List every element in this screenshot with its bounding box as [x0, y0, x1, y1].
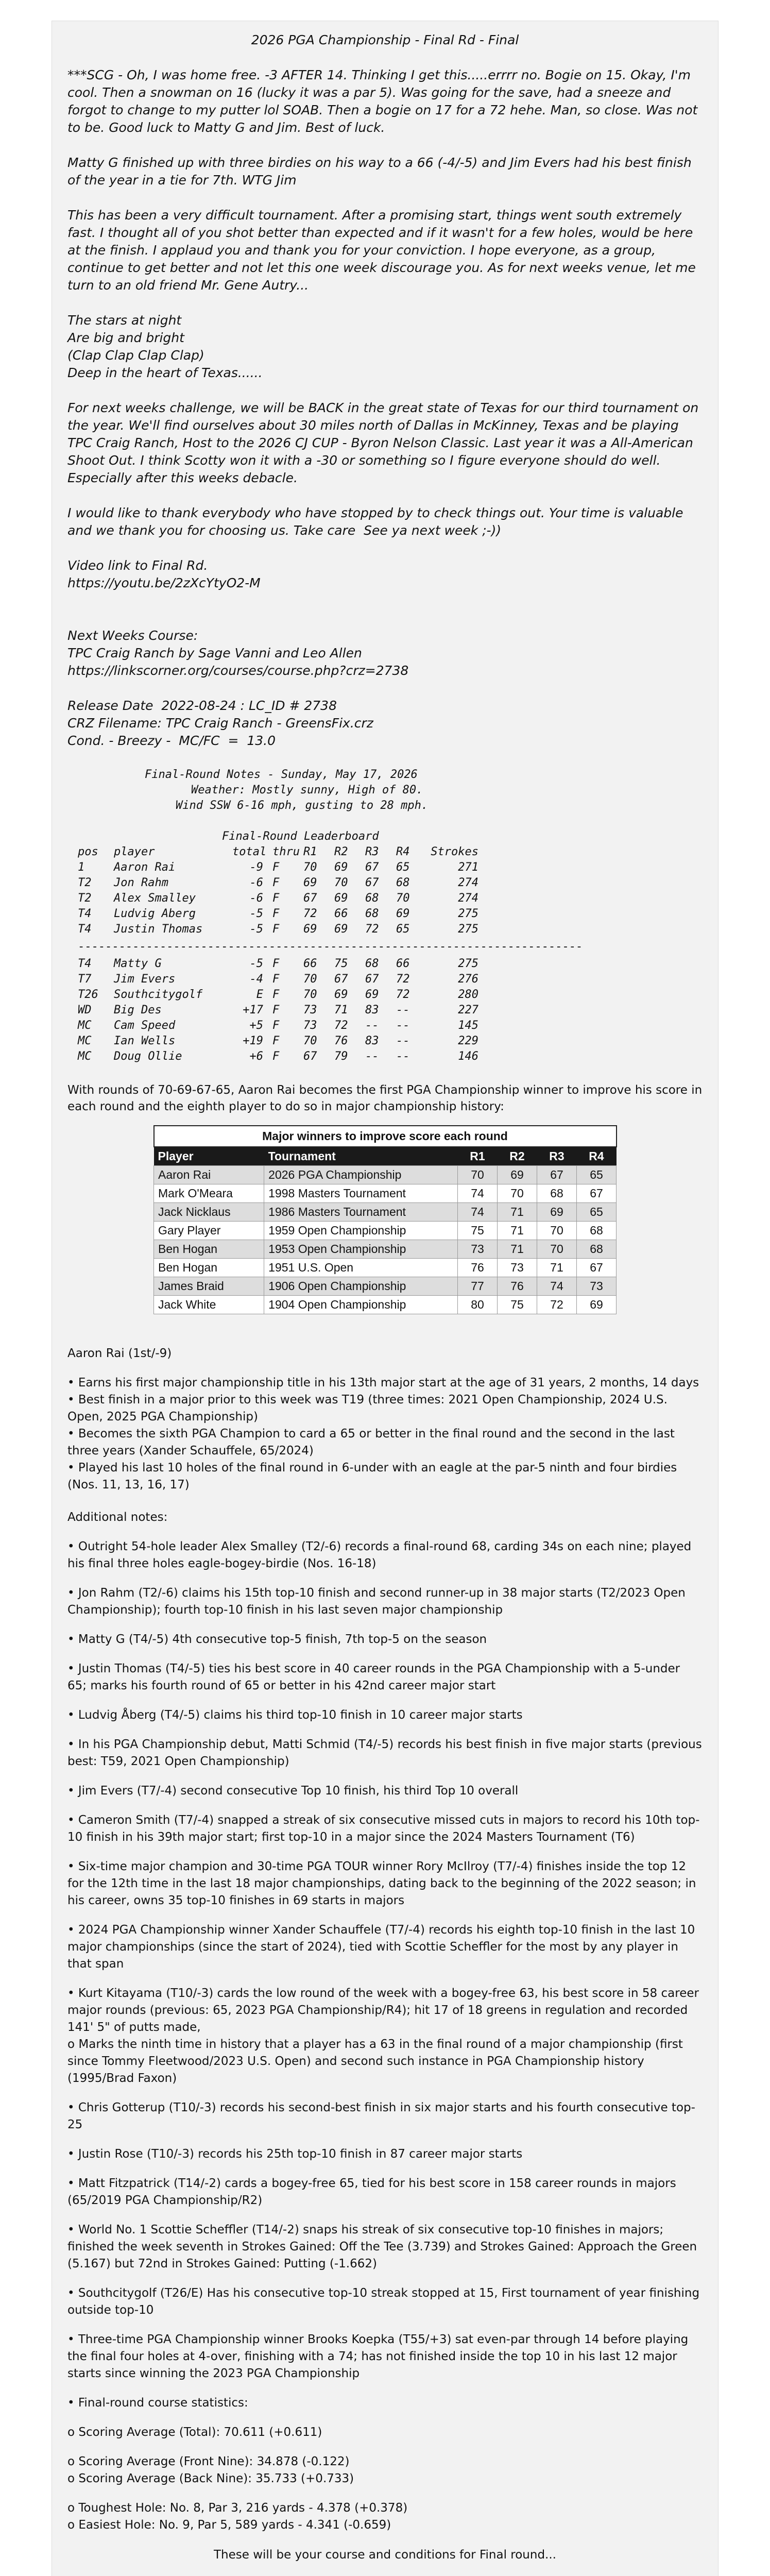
- leaderboard-cell: F: [272, 973, 280, 986]
- table-cell: Ben Hogan: [154, 1259, 264, 1277]
- song-line: Are big and bright: [67, 330, 184, 345]
- leaderboard-cell: Ludvig Aberg: [114, 907, 196, 920]
- release-line: Release Date 2022-08-24 : LC_ID # 2738: [67, 698, 337, 713]
- col-strokes: Strokes: [431, 845, 478, 858]
- leaderboard-cell: T26: [78, 988, 98, 1001]
- leaderboard-cell: Big Des: [114, 1004, 162, 1016]
- leaderboard-cell: --: [396, 1004, 410, 1016]
- next-course-name: TPC Craig Ranch by Sage Vanni and Leo Allen: [67, 646, 362, 660]
- additional-note: • Matt Fitzpatrick (T14/-2) cards a bogey-free 65, tied for his best score in 158 career rounds in majors (65/2019 PGA Championship/R2): [67, 2177, 680, 2207]
- additional-note: • In his PGA Championship debut, Matti Schmid (T4/-5) records his best finish in five major starts (previous best: T59, 2021 Open Championship): [67, 1738, 706, 1768]
- leaderboard-cell: F: [272, 1050, 280, 1063]
- rai-heading: Aaron Rai (1st/-9): [67, 1347, 172, 1360]
- th-r3: R3: [537, 1147, 577, 1166]
- table-cell: 70: [458, 1166, 498, 1184]
- table-cell: 68: [577, 1222, 617, 1240]
- table-cell: 70: [537, 1222, 577, 1240]
- leaderboard-cell: 72: [365, 923, 379, 936]
- leaderboard-cell: F: [272, 861, 280, 874]
- leaderboard-cell: 73: [303, 1019, 317, 1032]
- th-r2: R2: [498, 1147, 537, 1166]
- additional-note: • Jim Evers (T7/-4) second consecutive Top 10 finish, his third Top 10 overall: [67, 1784, 519, 1798]
- leaderboard-cell: 70: [303, 1035, 317, 1047]
- table-row: [154, 1184, 617, 1203]
- notes-wind: Wind SSW 6-16 mph, gusting to 28 mph.: [176, 799, 429, 812]
- leaderboard-cell: 67: [365, 861, 379, 874]
- leaderboard-cell: 271: [458, 861, 478, 874]
- table-cell: 1986 Masters Tournament: [264, 1203, 458, 1222]
- leaderboard-row: [78, 1049, 703, 1064]
- table-cell: 74: [458, 1184, 498, 1203]
- additional-note: • Chris Gotterup (T10/-3) records his second-best finish in six major starts and his fourth consecutive top-25: [67, 2101, 695, 2131]
- leaderboard-cell: 70: [303, 973, 317, 986]
- additional-note: • World No. 1 Scottie Scheffler (T14/-2) snaps his streak of six consecutive top-10 finishes in majors; finished the week seventh in Strokes Gained: Off the Tee (3.739) and Strokes Gained: Approach the Green (5.167) but 72nd in Strokes Gained: Putting (-1.662): [67, 2223, 701, 2270]
- col-r2: R2: [334, 845, 348, 858]
- additional-note: • Cameron Smith (T7/-4) snapped a streak of six consecutive missed cuts in majors to record his 10th top-10 finish in his 39th major start; first top-10 in a major since the 2024 Masters Tournament (T6): [67, 1814, 700, 1844]
- leaderboard-cell: --: [396, 1019, 410, 1032]
- leaderboard-cell: T2: [78, 892, 92, 905]
- additional-note: • Six-time major champion and 30-time PGA TOUR winner Rory McIlroy (T7/-4) finishes inside the top 12 for the 12th time in the last 18 major championships, dating back to the beginning of the 2022 season; in his career, owns 35 top-10 finishes in 69 starts in majors: [67, 1860, 700, 1907]
- leaderboard-cell: Justin Thomas: [114, 923, 203, 936]
- leaderboard-row: [78, 1003, 703, 1018]
- table-cell: 70: [498, 1184, 537, 1203]
- additional-note: • Southcitygolf (T26/E) Has his consecutive top-10 streak stopped at 15, First tournament of year finishing outside top-10: [67, 2286, 704, 2317]
- leaderboard-cell: MC: [78, 1050, 92, 1063]
- table-cell: Gary Player: [154, 1222, 264, 1240]
- table-cell: 69: [577, 1296, 617, 1314]
- leaderboard-cell: T4: [78, 957, 92, 970]
- table-cell: 76: [498, 1277, 537, 1296]
- leaderboard-cell: --: [365, 1019, 379, 1032]
- video-label: Video link to Final Rd.: [67, 558, 208, 573]
- stat-line: o Scoring Average (Back Nine): 35.733 (+0.733): [67, 2472, 354, 2485]
- table-cell: 77: [458, 1277, 498, 1296]
- leaderboard: [78, 829, 703, 1064]
- leaderboard-cell: 69: [334, 861, 348, 874]
- leaderboard-cell: Southcitygolf: [114, 988, 203, 1001]
- leaderboard-cell: F: [272, 988, 280, 1001]
- leaderboard-cell: 71: [334, 1004, 348, 1016]
- stat-line: o Toughest Hole: No. 8, Par 3, 216 yards - 4.378 (+0.378): [67, 2501, 408, 2515]
- leaderboard-cell: 66: [334, 907, 348, 920]
- table-cell: 74: [458, 1203, 498, 1222]
- table-cell: 70: [537, 1240, 577, 1259]
- leaderboard-cell: MC: [78, 1019, 92, 1032]
- leaderboard-cell: 72: [334, 1019, 348, 1032]
- leaderboard-cell: --: [365, 1050, 379, 1063]
- leaderboard-rows-bottom: [78, 956, 703, 1064]
- next-course-block: [67, 627, 703, 680]
- leaderboard-cell: 67: [303, 892, 317, 905]
- leaderboard-cell: 73: [303, 1004, 317, 1016]
- leaderboard-row: [78, 1033, 703, 1049]
- leaderboard-cell: Doug Ollie: [114, 1050, 182, 1063]
- leaderboard-cell: F: [272, 1019, 280, 1032]
- release-block: [67, 697, 703, 750]
- table-row: [154, 1259, 617, 1277]
- leaderboard-cell: 70: [396, 892, 410, 905]
- leaderboard-cell: 72: [303, 907, 317, 920]
- leaderboard-cell: 275: [458, 923, 478, 936]
- leaderboard-header: [78, 844, 703, 860]
- table-cell: 2026 PGA Championship: [264, 1166, 458, 1184]
- song-lyrics: [67, 312, 703, 382]
- song-line: Deep in the heart of Texas......: [67, 365, 263, 380]
- leaderboard-cell: 67: [365, 973, 379, 986]
- table-cell: 1959 Open Championship: [264, 1222, 458, 1240]
- leaderboard-cell: 65: [396, 861, 410, 874]
- leaderboard-cell: F: [272, 1035, 280, 1047]
- additional-note: • Outright 54-hole leader Alex Smalley (T2/-6) records a final-round 68, carding 34s on each nine; played his final three holes eagle-bogey-birdie (Nos. 16-18): [67, 1540, 695, 1570]
- leaderboard-cell: F: [272, 923, 280, 936]
- additional-note: • Jon Rahm (T2/-6) claims his 15th top-10 finish and second runner-up in 38 major starts (T2/2023 Open Championship); fourth top-10 finish in his last seven major championship: [67, 1586, 690, 1617]
- table-cell: 1906 Open Championship: [264, 1277, 458, 1296]
- additional-note: • Justin Rose (T10/-3) records his 25th top-10 finish in 87 career major starts: [67, 2147, 523, 2161]
- table-cell: 76: [458, 1259, 498, 1277]
- leaderboard-cell: 274: [458, 892, 478, 905]
- leaderboard-cell: 68: [396, 876, 410, 889]
- leaderboard-cell: 275: [458, 907, 478, 920]
- leaderboard-cell: -5: [249, 957, 263, 970]
- leaderboard-row: [78, 922, 703, 937]
- leaderboard-cell: Ian Wells: [114, 1035, 176, 1047]
- stat-line: o Scoring Average (Front Nine): 34.878 (-0.122): [67, 2455, 350, 2468]
- notes-section: [67, 1345, 706, 2534]
- leaderboard-cell: E: [256, 988, 263, 1001]
- notes-weather: Weather: Mostly sunny, High of 80.: [191, 784, 423, 796]
- leaderboard-cell: 67: [334, 973, 348, 986]
- table-cell: 73: [458, 1240, 498, 1259]
- leaderboard-cell: 67: [303, 1050, 317, 1063]
- th-r4: R4: [577, 1147, 617, 1166]
- intro-paragraph-3: This has been a very difficult tournament. After a promising start, things went south extremely fast. I thought all of you shot better than expected and if it wasn't for a few holes, would be here at the finish. I applaud you and thank you for your conviction. I hope everyone, as a group, continue to get better and not let this one week discourage you. As for next weeks venue, let me turn to an old friend Mr. Gene Autry...: [67, 208, 700, 293]
- leaderboard-cell: F: [272, 892, 280, 905]
- forum-post: [52, 21, 718, 2576]
- leaderboard-cell: F: [272, 1004, 280, 1016]
- leaderboard-cell: 1: [78, 861, 85, 874]
- leaderboard-cell: --: [396, 1050, 410, 1063]
- table-cell: 71: [537, 1259, 577, 1277]
- table-cell: 1953 Open Championship: [264, 1240, 458, 1259]
- table-row: [154, 1166, 617, 1184]
- additional-note: • Matty G (T4/-5) 4th consecutive top-5 finish, 7th top-5 on the season: [67, 1633, 487, 1646]
- table-row: [154, 1277, 617, 1296]
- leaderboard-cell: 72: [396, 988, 410, 1001]
- release-line: Cond. - Breezy - MC/FC = 13.0: [67, 733, 276, 748]
- leaderboard-cell: Jim Evers: [114, 973, 176, 986]
- table-cell: Mark O'Meara: [154, 1184, 264, 1203]
- rai-bullet: • Played his last 10 holes of the final round in 6-under with an eagle at the par-5 ninth and four birdies (Nos. 11, 13, 16, 17): [67, 1461, 681, 1492]
- leaderboard-cell: 69: [365, 988, 379, 1001]
- outro-paragraph-2: I would like to thank everybody who have stopped by to check things out. Your time is valuable and we thank you for choosing us. Take care See ya next week ;-)): [67, 505, 688, 538]
- table-cell: 65: [577, 1203, 617, 1222]
- leaderboard-cell: 83: [365, 1035, 379, 1047]
- table-cell: 67: [577, 1184, 617, 1203]
- leaderboard-cell: 146: [458, 1050, 478, 1063]
- leaderboard-cell: T7: [78, 973, 92, 986]
- table-cell: 68: [577, 1240, 617, 1259]
- leaderboard-cell: 79: [334, 1050, 348, 1063]
- winner-paragraph: With rounds of 70-69-67-65, Aaron Rai becomes the first PGA Championship winner to improve his score in each round and the eighth player to do so in major championship history:: [67, 1083, 706, 1113]
- additional-note: • Kurt Kitayama (T10/-3) cards the low round of the week with a bogey-free 63, his best score in 58 career major rounds (previous: 65, 2023 PGA Championship/R4); hit 17 of 18 greens in regulation and recorded 141' 5" of putts made, o Marks the ninth time in history that a player has a 63 in the final round of a major championship (first since Tommy Fleetwood/2023 U.S. Open) and second such instance in PGA Championship history (1995/Brad Faxon): [67, 1987, 699, 2085]
- leaderboard-cell: -5: [249, 923, 263, 936]
- leaderboard-cell: -4: [249, 973, 263, 986]
- additional-note: • Justin Thomas (T4/-5) ties his best score in 40 career rounds in the PGA Championship with a 5-under 65; marks his fourth round of 65 or better in his 42nd career major start: [67, 1662, 684, 1692]
- leaderboard-cell: 67: [365, 876, 379, 889]
- intro-paragraph-2: Matty G finished up with three birdies on his way to a 66 (-4/-5) and Jim Evers had his best finish of the year in a tie for 7th. WTG Jim: [67, 155, 696, 188]
- post-title: 2026 PGA Championship - Final Rd - Final: [251, 32, 519, 47]
- col-r1: R1: [303, 845, 317, 858]
- leaderboard-cell: 70: [303, 861, 317, 874]
- leaderboard-cell: 280: [458, 988, 478, 1001]
- leaderboard-cell: -6: [249, 876, 263, 889]
- leaderboard-cell: 274: [458, 876, 478, 889]
- leaderboard-row: [78, 972, 703, 987]
- col-total: total: [232, 845, 267, 858]
- leaderboard-cell: 66: [303, 957, 317, 970]
- leaderboard-cell: 276: [458, 973, 478, 986]
- rai-bullet: • Best finish in a major prior to this week was T19 (three times: 2021 Open Championship, 2024 U.S. Open, 2025 PGA Championship): [67, 1393, 672, 1423]
- col-r4: R4: [396, 845, 410, 858]
- additional-heading: Additional notes:: [67, 1511, 168, 1524]
- leaderboard-cell: 69: [334, 892, 348, 905]
- major-winners-table: [153, 1125, 617, 1314]
- table-cell: 80: [458, 1296, 498, 1314]
- leaderboard-cell: 68: [365, 907, 379, 920]
- table-cell: 1998 Masters Tournament: [264, 1184, 458, 1203]
- leaderboard-cell: +17: [243, 1004, 263, 1016]
- leaderboard-cell: Matty G: [114, 957, 162, 970]
- leaderboard-cell: 68: [365, 892, 379, 905]
- leaderboard-row: [78, 1018, 703, 1033]
- table-body: [154, 1166, 617, 1314]
- leaderboard-cell: 83: [365, 1004, 379, 1016]
- leaderboard-cell: 69: [334, 988, 348, 1001]
- leaderboard-cell: -5: [249, 907, 263, 920]
- leaderboard-cell: 66: [396, 957, 410, 970]
- leaderboard-cell: 72: [396, 973, 410, 986]
- th-r1: R1: [458, 1147, 498, 1166]
- leaderboard-cell: Jon Rahm: [114, 876, 168, 889]
- table-cell: 71: [498, 1240, 537, 1259]
- col-thru: thru: [272, 845, 300, 858]
- leaderboard-cell: -6: [249, 892, 263, 905]
- leaderboard-rows-top: [78, 860, 703, 937]
- table-cell: 69: [537, 1203, 577, 1222]
- leaderboard-row: [78, 956, 703, 972]
- leaderboard-cell: 65: [396, 923, 410, 936]
- leaderboard-cell: Cam Speed: [114, 1019, 176, 1032]
- table-cell: 71: [498, 1203, 537, 1222]
- leaderboard-row: [78, 987, 703, 1003]
- stat-line: o Scoring Average (Total): 70.611 (+0.611): [67, 2426, 322, 2439]
- leaderboard-row: [78, 906, 703, 922]
- table-cell: 1951 U.S. Open: [264, 1259, 458, 1277]
- table-cell: 75: [498, 1296, 537, 1314]
- stat-line: o Easiest Hole: No. 9, Par 5, 589 yards - 4.341 (-0.659): [67, 2518, 391, 2532]
- leaderboard-cell: 69: [396, 907, 410, 920]
- footer-line: These will be your course and conditions for Final round...: [214, 2548, 556, 2562]
- th-tournament: Tournament: [264, 1147, 458, 1166]
- table-cell: 67: [577, 1259, 617, 1277]
- leaderboard-cell: T2: [78, 876, 92, 889]
- table-caption: Major winners to improve score each round: [154, 1126, 617, 1147]
- table-cell: 67: [537, 1166, 577, 1184]
- leaderboard-cell: F: [272, 957, 280, 970]
- stats-heading: • Final-round course statistics:: [67, 2396, 248, 2410]
- table-row: [154, 1296, 617, 1314]
- table-cell: James Braid: [154, 1277, 264, 1296]
- leaderboard-cell: +5: [249, 1019, 263, 1032]
- additional-note: • Ludvig Åberg (T4/-5) claims his third top-10 finish in 10 career major starts: [67, 1708, 523, 1722]
- leaderboard-cell: 69: [334, 923, 348, 936]
- leaderboard-cell: MC: [78, 1035, 92, 1047]
- leaderboard-cell: WD: [78, 1004, 92, 1016]
- leaderboard-cell: F: [272, 907, 280, 920]
- notes-date: Final-Round Notes - Sunday, May 17, 2026: [145, 768, 418, 781]
- leaderboard-cell: T4: [78, 907, 92, 920]
- table-cell: 73: [577, 1277, 617, 1296]
- table-row: [154, 1240, 617, 1259]
- leaderboard-cell: 76: [334, 1035, 348, 1047]
- next-course-heading: Next Weeks Course:: [67, 628, 198, 643]
- leaderboard-separator: --------------------------------------------------------------------------: [78, 940, 583, 953]
- leaderboard-cell: 75: [334, 957, 348, 970]
- leaderboard-row: [78, 860, 703, 875]
- leaderboard-cell: --: [396, 1035, 410, 1047]
- table-row: [154, 1203, 617, 1222]
- leaderboard-cell: 275: [458, 957, 478, 970]
- leaderboard-title: Final-Round Leaderboard: [222, 830, 379, 843]
- rai-bullets: [67, 1375, 703, 1494]
- leaderboard-row: [78, 891, 703, 906]
- intro-paragraph-1: ***SCG - Oh, I was home free. -3 AFTER 14. Thinking I get this.....errrr no. Bogie on 15. Okay, I'm cool. Then a snowman on 16 (lucky it was a par 5). Was going for the save, had a sneeze and forgot to change to my putter lol SOAB. Then a bogie on 17 for a 72 hehe. Man, so close. Was not to be. Good luck to Matty G and Jim. Best of luck.: [67, 67, 702, 135]
- video-link[interactable]: https://youtu.be/2zXcYtyO2-M: [67, 575, 261, 590]
- leaderboard-cell: Aaron Rai: [114, 861, 176, 874]
- leaderboard-cell: +6: [249, 1050, 263, 1063]
- additional-notes: [67, 1538, 706, 2382]
- table-cell: 69: [498, 1166, 537, 1184]
- col-pos: pos: [78, 845, 98, 858]
- th-player: Player: [154, 1147, 264, 1166]
- additional-note: • 2024 PGA Championship winner Xander Schauffele (T7/-4) records his eighth top-10 finish in the last 10 major championships (since the start of 2024), tied with Scottie Scheffler for the most by any player in that span: [67, 1923, 699, 1971]
- next-course-link[interactable]: https://linkscorner.org/courses/course.php?crz=2738: [67, 663, 409, 678]
- rai-bullet: • Becomes the sixth PGA Champion to card a 65 or better in the final round and the second in the last three years (Xander Schauffele, 65/2024): [67, 1427, 679, 1458]
- table-cell: 72: [537, 1296, 577, 1314]
- table-header-row: [154, 1147, 617, 1166]
- table-cell: Ben Hogan: [154, 1240, 264, 1259]
- leaderboard-cell: +19: [243, 1035, 263, 1047]
- col-r3: R3: [365, 845, 379, 858]
- song-line: The stars at night: [67, 313, 182, 328]
- leaderboard-cell: F: [272, 876, 280, 889]
- leaderboard-cell: -9: [249, 861, 263, 874]
- leaderboard-cell: 229: [458, 1035, 478, 1047]
- leaderboard-cell: 70: [303, 988, 317, 1001]
- outro-paragraph-1: For next weeks challenge, we will be BACK in the great state of Texas for our third tournament on the year. We'll find ourselves about 30 miles north of Dallas in McKinney, Texas and be playing TPC Craig Ranch, Host to the 2026 CJ CUP - Byron Nelson Classic. Last year it was a All-American Shoot Out. I think Scotty won it with a -30 or something so I figure everyone should do well. Especially after this weeks debacle.: [67, 400, 703, 485]
- table-cell: 73: [498, 1259, 537, 1277]
- table-cell: 75: [458, 1222, 498, 1240]
- table-cell: 74: [537, 1277, 577, 1296]
- leaderboard-cell: 69: [303, 876, 317, 889]
- leaderboard-cell: T4: [78, 923, 92, 936]
- leaderboard-cell: 69: [303, 923, 317, 936]
- table-cell: Aaron Rai: [154, 1166, 264, 1184]
- video-block: [67, 557, 703, 592]
- table-cell: 65: [577, 1166, 617, 1184]
- leaderboard-cell: 227: [458, 1004, 478, 1016]
- song-line: (Clap Clap Clap Clap): [67, 348, 204, 363]
- table-cell: Jack Nicklaus: [154, 1203, 264, 1222]
- leaderboard-row: [78, 875, 703, 891]
- additional-note: • Three-time PGA Championship winner Brooks Koepka (T55/+3) sat even-par through 14 before playing the final four holes at 4-over, finishing with a 74; has not finished inside the top 10 in his last 12 major starts since winning the 2023 PGA Championship: [67, 2333, 692, 2380]
- release-line: CRZ Filename: TPC Craig Ranch - GreensFix.crz: [67, 716, 373, 731]
- leaderboard-cell: 145: [458, 1019, 478, 1032]
- table-row: [154, 1222, 617, 1240]
- table-cell: 1904 Open Championship: [264, 1296, 458, 1314]
- leaderboard-cell: Alex Smalley: [114, 892, 196, 905]
- leaderboard-cell: 68: [365, 957, 379, 970]
- table-cell: 71: [498, 1222, 537, 1240]
- table-cell: Jack White: [154, 1296, 264, 1314]
- table-cell: 68: [537, 1184, 577, 1203]
- final-round-notes: [145, 767, 703, 814]
- col-player: player: [114, 845, 155, 858]
- rai-bullet: • Earns his first major championship title in his 13th major start at the age of 31 years, 2 months, 14 days: [67, 1376, 699, 1389]
- leaderboard-cell: 70: [334, 876, 348, 889]
